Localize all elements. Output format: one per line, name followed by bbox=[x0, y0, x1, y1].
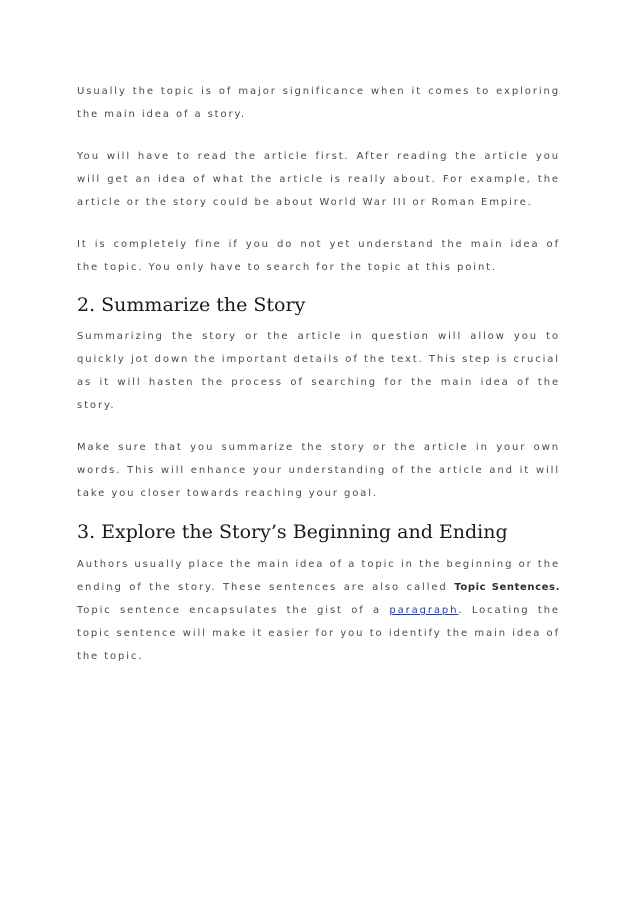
explore-paragraph bbox=[77, 553, 560, 668]
summarize-paragraph-1: Summarizing the story or the article in question will allow you to quickly jot down the important details of the text. This step is crucial as it will hasten the process of searching for the main idea of the story. bbox=[77, 331, 560, 411]
document-body bbox=[77, 80, 560, 668]
paragraph-link[interactable]: paragraph bbox=[389, 605, 459, 616]
section-heading-explore: 3. Explore the Story’s Beginning and Ending bbox=[77, 521, 508, 543]
summarize-paragraph-2: Make sure that you summarize the story or the article in your own words. This will enhance your understanding of the article and it will take you closer towards reaching your goal. bbox=[77, 442, 560, 499]
intro-paragraph-2: You will have to read the article first. After reading the article you will get an idea of what the article is really about. For example, the article or the story could be about World War III or Roman Empire. bbox=[77, 151, 560, 208]
explore-text-start: Authors usually place the main idea of a topic in the beginning or the ending of the story. These sentences are also called bbox=[77, 559, 560, 593]
section-heading-summarize: 2. Summarize the Story bbox=[77, 294, 306, 316]
intro-paragraph-3: It is completely fine if you do not yet understand the main idea of the topic. You only have to search for the topic at this point. bbox=[77, 239, 560, 273]
explore-text-middle: Topic sentence encapsulates the gist of a bbox=[77, 605, 390, 616]
topic-sentences-term: Topic Sentences. bbox=[454, 582, 560, 593]
intro-paragraph-1: Usually the topic is of major significance when it comes to exploring the main idea of a story. bbox=[77, 86, 560, 120]
explore-text-end: . Locating the topic sentence will make it easier for you to identify the main idea of the topic. bbox=[77, 605, 560, 662]
